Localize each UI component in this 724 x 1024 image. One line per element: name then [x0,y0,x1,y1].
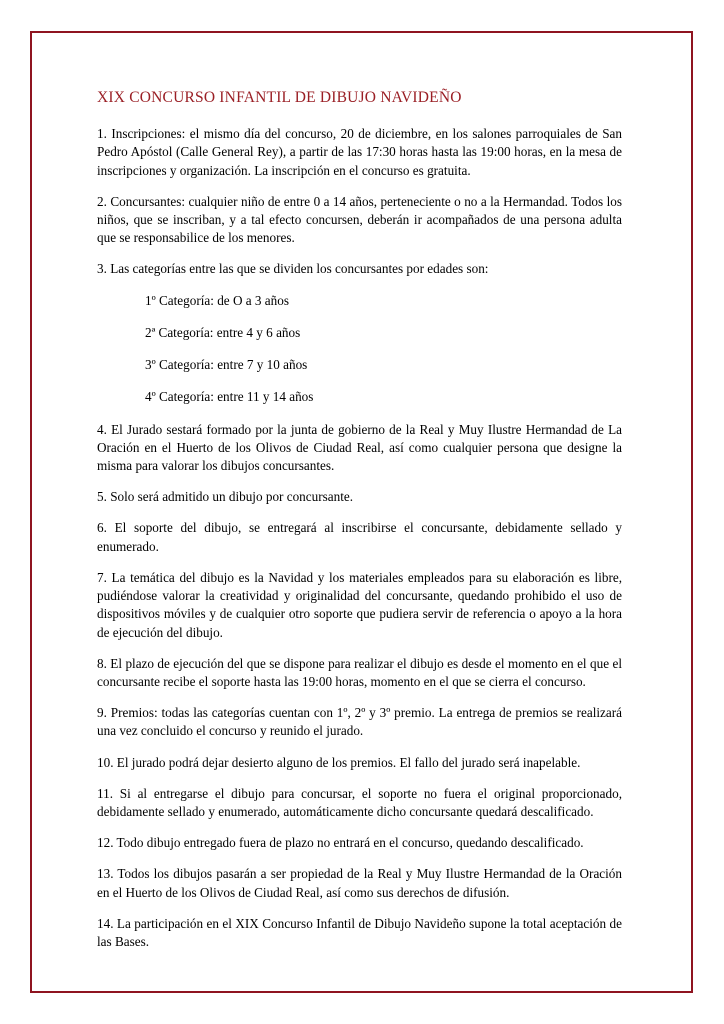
list-item: 2ª Categoría: entre 4 y 6 años [145,324,301,340]
clause-12: 12. Todo dibujo entregado fuera de plazo no entrará en el concurso, quedando descalificado. [97,835,584,851]
page-title: XIX CONCURSO INFANTIL DE DIBUJO NAVIDEÑO [97,89,462,106]
clause-3: 3. Las categorías entre las que se dividen los concursantes por edades son: [97,261,489,277]
clause-1: 1. Inscripciones: el mismo día del concurso, 20 de diciembre, en los salones parroquiales de San Pedro Apóstol (Calle General Rey), a partir de las 17:30 horas hasta las 19:00 horas, en la mesa de inscripciones y organización. La inscripción en el concurso es gratuita. [97,126,622,178]
document-content [97,88,622,951]
clause-11: 11. Si al entregarse el dibujo para concursar, el soporte no fuera el original proporcionado, debidamente sellado y enumerado, automáticamente dicho concursante quedará descalificado. [97,785,622,820]
clause-5: 5. Solo será admitido un dibujo por concursante. [97,489,354,505]
category-list [97,292,622,407]
clause-8: 8. El plazo de ejecución del que se dispone para realizar el dibujo es desde el momento en el que el concursante recibe el soporte hasta las 19:00 horas, momento en el que se cierra el concurso. [97,655,622,689]
clause-13: 13. Todos los dibujos pasarán a ser propiedad de la Real y Muy Ilustre Hermandad de la Oración en el Huerto de los Olivos de Ciudad Real, así como sus derechos de difusión. [97,866,622,900]
clause-9: 9. Premios: todas las categorías cuentan con 1º, 2º y 3º premio. La entrega de premios se realizará una vez concluido el concurso y reunido el jurado. [97,705,622,739]
list-item: 1º Categoría: de O a 3 años [145,292,289,308]
list-item: 3º Categoría: entre 7 y 10 años [145,357,308,373]
list-item: 4º Categoría: entre 11 y 14 años [145,389,314,405]
clause-10: 10. El jurado podrá dejar desierto alguno de los premios. El fallo del jurado será inapelable. [97,754,581,770]
clause-4: 4. El Jurado sestará formado por la junta de gobierno de la Real y Muy Ilustre Hermandad de La Oración en el Huerto de los Olivos de Ciudad Real, así como cualquier persona que designe la misma para valorar los dibujos concursantes. [97,421,622,473]
clause-14: 14. La participación en el XIX Concurso Infantil de Dibujo Navideño supone la total aceptación de las Bases. [97,915,622,950]
clause-6: 6. El soporte del dibujo, se entregará al inscribirse el concursante, debidamente sellado y enumerado. [97,520,622,554]
clause-2: 2. Concursantes: cualquier niño de entre 0 a 14 años, perteneciente o no a la Hermandad. Todos los niños, que se inscriban, y a tal efecto concursen, deberán ir acompañados de una persona adulta que se responsabilice de los menores. [97,193,622,246]
clause-7: 7. La temática del dibujo es la Navidad y los materiales empleados para su elaboración es libre, pudiéndose valorar la creatividad y originalidad del concursante, quedando prohibido el uso de dispositivos móviles y de cualquier otro soporte que pudiera servir de referencia o apoyo a la hora de ejecución del dibujo. [97,569,622,640]
